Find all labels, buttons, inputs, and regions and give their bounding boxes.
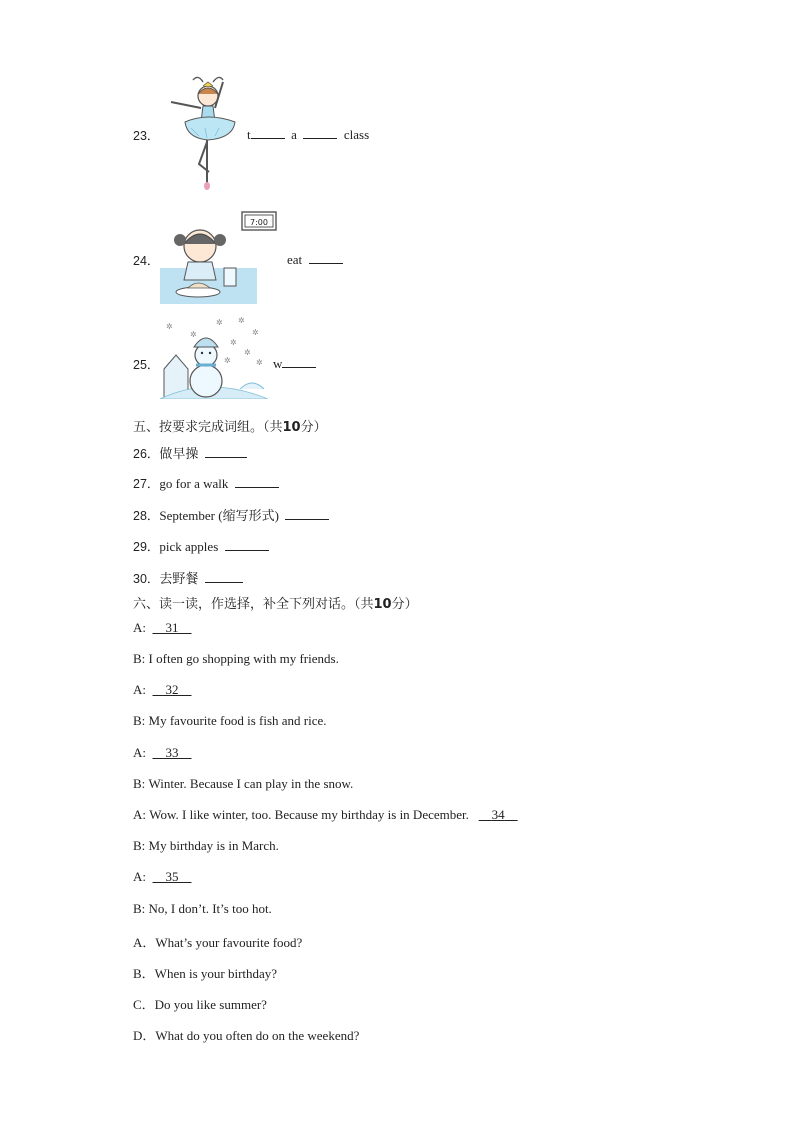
item-number: 24． [133,254,160,268]
clock-time: 7:00 [250,218,268,227]
answer-blank[interactable] [205,570,243,583]
ballerina-illustration [163,72,253,192]
svg-text:✲: ✲ [230,338,237,347]
section6-title: 六、读一读，作选择，补全下列对话。（共10分） [133,597,418,612]
dialogue-line: A: 32 [133,682,192,698]
dialogue-line: B: Winter. Because I can play in the snow. [133,776,354,791]
word-fragment: w [273,356,283,371]
word-fragment: eat [287,252,303,267]
section5-item: 29．pick apples [133,537,269,555]
item-number: 23． [133,129,160,143]
option-item: A．What’s your favourite food? [133,935,303,950]
dialogue-line: A: 35 [133,869,192,885]
dialogue-line: B: My favourite food is fish and rice. [133,713,327,728]
svg-text:✲: ✲ [252,328,259,337]
dialogue-line: A: Wow. I like winter, too. Because my birthday is in December. 34 [133,807,518,823]
option-item: D．What do you often do on the weekend? [133,1028,360,1043]
answer-blank[interactable] [205,445,247,458]
dialogue-blank[interactable]: 34 [491,807,505,822]
answer-blank[interactable] [309,251,343,264]
item-number: 25． [133,358,160,372]
dialogue-blank[interactable]: 31 [165,620,179,635]
dialogue-line: A: 33 [133,745,192,761]
svg-text:✲: ✲ [216,318,223,327]
section5-item: 27．go for a walk [133,474,279,492]
section5-item: 28．September (缩写形式) [133,505,329,524]
svg-text:✲: ✲ [244,348,251,357]
item24-answer-line [287,251,343,268]
item25-answer-line [273,355,316,372]
section5-item: 30．去野餐 [133,568,243,587]
svg-text:✲: ✲ [190,330,197,339]
answer-blank[interactable] [282,355,316,368]
answer-blank[interactable] [303,126,337,139]
girl-eating-illustration [160,210,280,304]
answer-blank[interactable] [285,507,329,520]
word-fragment: t [247,127,251,142]
svg-text:✲: ✲ [238,316,245,325]
dialogue-blank[interactable]: 35 [165,869,179,884]
section5-item: 26．做早操 [133,443,247,462]
svg-text:✲: ✲ [166,322,173,331]
svg-text:✲: ✲ [224,356,231,365]
answer-blank[interactable] [225,538,269,551]
option-item: B．When is your birthday? [133,966,278,981]
dialogue-blank[interactable]: 32 [165,682,179,697]
dialogue-line: B: My birthday is in March. [133,838,279,853]
item23-answer-line [247,126,369,143]
word-fragment: class [343,127,370,142]
section5-title: 五、按要求完成词组。（共10分） [133,420,327,435]
dialogue-line: B: No, I don’t. It’s too hot. [133,901,272,916]
svg-text:✲: ✲ [256,358,263,367]
option-item: C．Do you like summer? [133,997,267,1012]
word-fragment: a [291,127,297,142]
dialogue-blank[interactable]: 33 [165,745,179,760]
answer-blank[interactable] [251,126,285,139]
dialogue-line: B: I often go shopping with my friends. [133,651,339,666]
answer-blank[interactable] [235,475,279,488]
dialogue-line: A: 31 [133,620,192,636]
snowman-illustration [160,315,268,399]
